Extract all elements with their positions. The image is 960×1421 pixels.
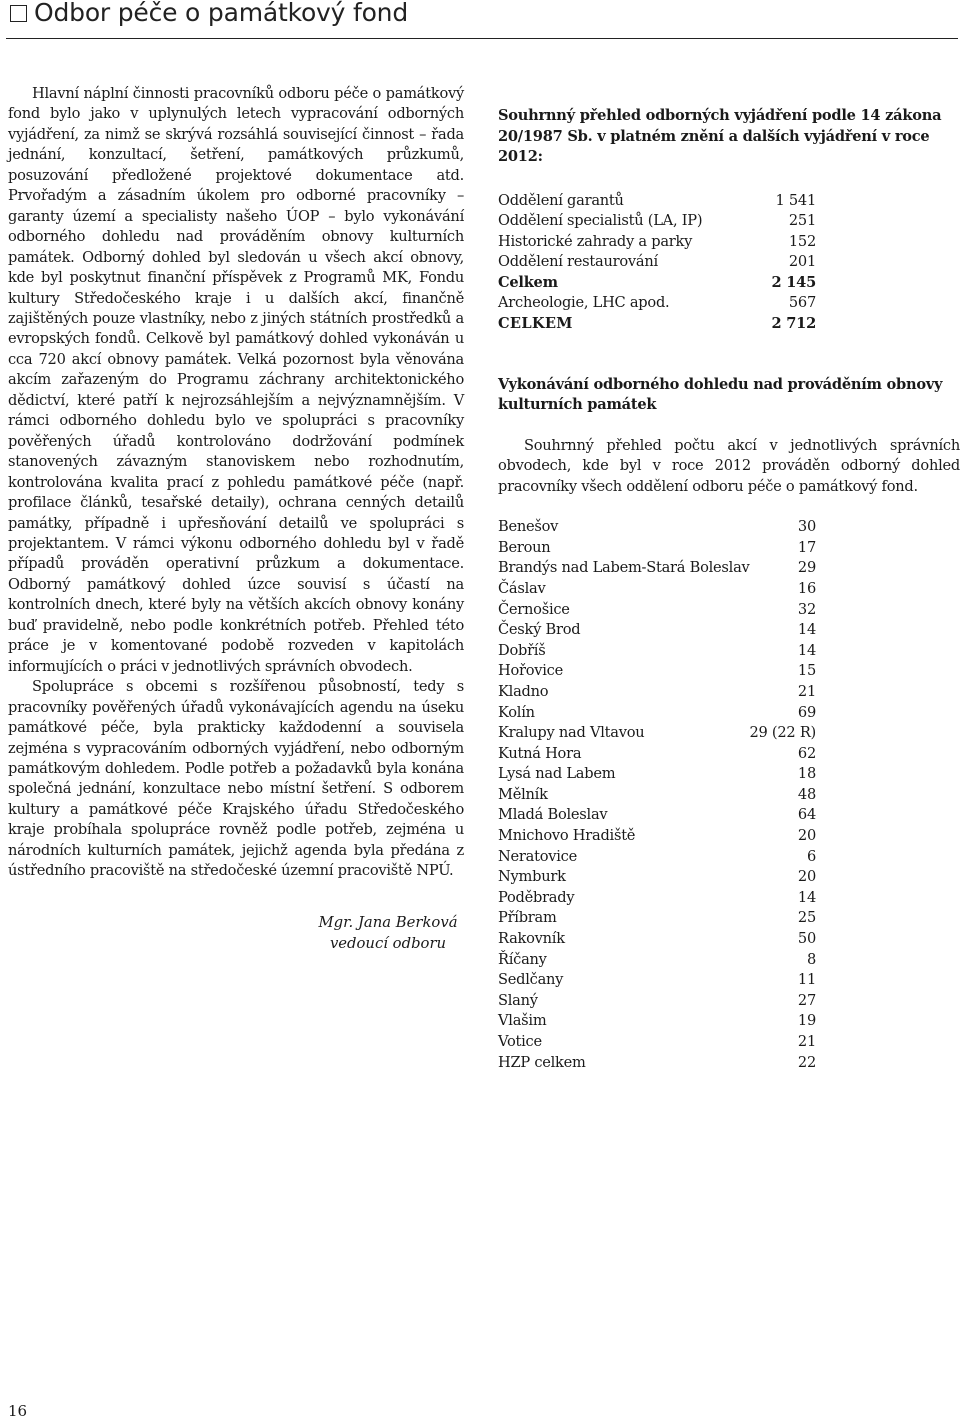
- district-name: Lysá nad Labem: [498, 765, 616, 783]
- district-row: [498, 991, 960, 1012]
- district-count: 25: [797, 909, 816, 927]
- dohled-heading: Vykonávání odborného dohledu nad prováděním obnovy kulturních památek: [498, 375, 943, 414]
- district-name: Mnichovo Hradiště: [498, 827, 636, 845]
- signature-name: Mgr. Jana Berková: [318, 914, 458, 931]
- district-name: Vlašim: [498, 1012, 547, 1030]
- summary-heading: Souhrnný přehled odborných vyjádření podle 14 zákona 20/1987 Sb. v platném znění a dalších vyjádření v roce 2012:: [498, 107, 942, 165]
- summary-row: [498, 211, 960, 232]
- district-count: 64: [797, 806, 816, 824]
- district-name: Mělník: [498, 785, 548, 803]
- district-count: 22: [797, 1053, 816, 1071]
- district-name: Černošice: [498, 600, 570, 618]
- district-count: 14: [797, 641, 816, 659]
- district-name: Kladno: [498, 682, 549, 700]
- district-name: Český Brod: [498, 621, 581, 639]
- district-row: [498, 744, 960, 765]
- summary-row-grand-total: [498, 314, 960, 335]
- summary-row-total: [498, 273, 960, 294]
- district-name: Kralupy nad Vltavou: [498, 724, 645, 742]
- district-count: 29: [797, 559, 816, 577]
- district-row: [498, 558, 960, 579]
- district-name: Dobříš: [498, 641, 546, 659]
- district-count: 27: [797, 991, 816, 1009]
- district-count: 6: [806, 847, 816, 865]
- summary-label: Historické zahrady a parky: [498, 232, 693, 250]
- district-count: 17: [797, 538, 816, 556]
- summary-label: Oddělení garantů: [498, 191, 624, 209]
- district-count: 21: [797, 1033, 816, 1050]
- sidebar-column: [498, 106, 960, 1073]
- district-row: [498, 517, 960, 538]
- district-count: 21: [797, 682, 816, 700]
- district-row: [498, 764, 960, 785]
- district-table: [498, 517, 960, 1073]
- district-count: 48: [797, 785, 816, 803]
- district-count: 20: [797, 827, 816, 845]
- district-name: Nymburk: [498, 868, 566, 886]
- district-row: [498, 620, 960, 641]
- summary-value: 251: [788, 212, 816, 230]
- district-row: [498, 682, 960, 703]
- district-name: Slaný: [498, 991, 538, 1009]
- district-row: [498, 1053, 960, 1074]
- district-count: 14: [797, 621, 816, 639]
- signature-block: [308, 912, 468, 954]
- page-header: [6, 0, 958, 39]
- district-count: 50: [797, 930, 816, 948]
- district-name: Beroun: [498, 538, 551, 556]
- district-row: [498, 908, 960, 929]
- main-text-column: [8, 84, 464, 882]
- district-count: 11: [797, 971, 816, 989]
- district-count: 16: [797, 579, 816, 597]
- district-row: [498, 888, 960, 909]
- district-name: Votice: [498, 1033, 542, 1050]
- district-name: Poděbrady: [498, 888, 575, 906]
- district-name: Říčany: [498, 950, 547, 968]
- district-name: Kolín: [498, 703, 535, 721]
- summary-row: [498, 232, 960, 253]
- district-row: [498, 723, 960, 744]
- district-name: Brandýs nad Labem-Stará Boleslav: [498, 559, 750, 577]
- district-count: 8: [806, 950, 816, 968]
- signature-role: vedoucí odboru: [329, 935, 447, 952]
- body-paragraph-2: Spolupráce s obcemi s rozšířenou působností, tedy s pracovníky pověřených úřadů vykonávajících agendu na úseku památkové péče, byla prakticky každodenní a souvisela zejména s vypracováním odborných vyjádření, nebo odborným památkovým dohledem. Podle potřeb a požadavků byla konána společná jednání, konzultace nebo místní šetření. S odborem kultury a památkové péče Krajského úřadu Středočeského kraje probíhala spolupráce rovněž podle potřeb, zejména u národních kulturních památek, jejichž agenda byla předána z ústředního pracoviště na středočeské územní pracoviště NPÚ.: [8, 678, 464, 880]
- district-name: HZP celkem: [498, 1053, 586, 1071]
- summary-label: Archeologie, LHC apod.: [498, 294, 670, 312]
- district-count: 29 (22 R): [749, 724, 816, 742]
- page-title: Odbor péče o památkový fond: [34, 0, 408, 27]
- summary-row: [498, 252, 960, 273]
- district-row: [498, 867, 960, 888]
- district-name: Mladá Boleslav: [498, 806, 608, 824]
- district-row: [498, 1011, 960, 1032]
- summary-row: [498, 293, 960, 314]
- district-name: Rakovník: [498, 930, 565, 948]
- district-name: Hořovice: [498, 662, 563, 680]
- district-count: 69: [797, 703, 816, 721]
- summary-label: Oddělení specialistů (LA, IP): [498, 212, 703, 230]
- district-name: Příbram: [498, 909, 557, 927]
- district-row: [498, 538, 960, 559]
- district-count: 19: [797, 1012, 816, 1030]
- district-row: [498, 950, 960, 971]
- summary-table: [498, 191, 960, 335]
- district-row: [498, 929, 960, 950]
- summary-label: CELKEM: [498, 315, 573, 333]
- summary-value: 2 712: [771, 315, 816, 333]
- district-count: 14: [797, 888, 816, 906]
- summary-label: Oddělení restaurování: [498, 253, 658, 271]
- summary-value: 1 541: [775, 191, 816, 209]
- summary-label: Celkem: [498, 273, 558, 291]
- district-name: Sedlčany: [498, 971, 564, 989]
- summary-value: 152: [788, 232, 816, 250]
- checkbox-square-icon: [10, 5, 27, 22]
- district-row: [498, 847, 960, 868]
- district-row: [498, 805, 960, 826]
- body-paragraph-1: Hlavní náplní činnosti pracovníků odboru péče o památkový fond bylo jako v uplynulých letech vypracování odborných vyjádření, za nimž se skrývá rozsáhlá související činnost – řada jednání, konzultací, šetření, památkových průzkumů, posuzování předložené projektové dokumentace atd. Prvořadým a zásadním úkolem pro odborné pracovníky – garanty území a specialisty našeho ÚOP – bylo vykonávání odborného dohledu nad prováděním obnovy kulturních památek. Odborný dohled byl sledován u všech akcí obnovy, kde byl poskytnut finanční příspěvek z Programů MK, Fondu kultury Středočeského kraje i u dalších akcí, finančně zajištěných pouze vlastníky, nebo z jiných státních prostředků a evropských fondů. Celkově byl památkový dohled vykonáván u cca 720 akcí obnovy památek. Velká pozornost byla věnována akcím zařazeným do Programu záchrany architektonického dědictví, které patří k nejrozsáhlejším a nejvýznamnějším. V rámci odborného dohledu bylo ve spolupráci s pracovníky pověřených úřadů kontrolováno dodržování podmínek stanovených závazným stanoviskem nebo rozhodnutím, kontrolována kvalita prací z pohledu památkové péče (např. profilace článků, tesařské detaily), ochrana cenných detailů památky, případně i upřesňování detailů ve spolupráci s projektantem. V rámci výkonu odborného dohledu byl v řadě případů prováděn operativní průzkum a dokumentace. Odborný památkový dohled úzce souvisí s účastí na kontrolních dnech, které byly na větších akcích obnovy konány buď pravidelně, nebo podle konkrétních potřeb. Přehled této práce je v komentované podobě rozveden v kapitolách informujících o práci v jednotlivých správních obvodech.: [8, 85, 464, 675]
- summary-value: 201: [788, 253, 816, 271]
- district-row: [498, 970, 960, 991]
- district-count: 62: [797, 744, 816, 762]
- district-name: Čáslav: [498, 579, 546, 597]
- district-count: 18: [797, 765, 816, 783]
- district-name: Kutná Hora: [498, 744, 582, 762]
- district-row: [498, 785, 960, 806]
- page-number: 16: [8, 1402, 28, 1420]
- district-row: [498, 1032, 960, 1053]
- district-name: Benešov: [498, 518, 559, 536]
- district-row: [498, 641, 960, 662]
- district-count: 20: [797, 868, 816, 886]
- district-row: [498, 579, 960, 600]
- district-count: 32: [797, 600, 816, 618]
- district-row: [498, 661, 960, 682]
- district-row: [498, 826, 960, 847]
- district-row: [498, 600, 960, 621]
- summary-value: 567: [788, 294, 816, 312]
- district-count: 30: [797, 518, 816, 536]
- district-name: Neratovice: [498, 847, 577, 865]
- district-row: [498, 703, 960, 724]
- summary-row: [498, 191, 960, 212]
- dohled-intro: Souhrnný přehled počtu akcí v jednotlivých správních obvodech, kde byl v roce 2012 prováděn odborný dohled pracovníky všech oddělení odboru péče o památkový fond.: [498, 436, 960, 495]
- summary-value: 2 145: [771, 273, 816, 291]
- district-count: 15: [797, 662, 816, 680]
